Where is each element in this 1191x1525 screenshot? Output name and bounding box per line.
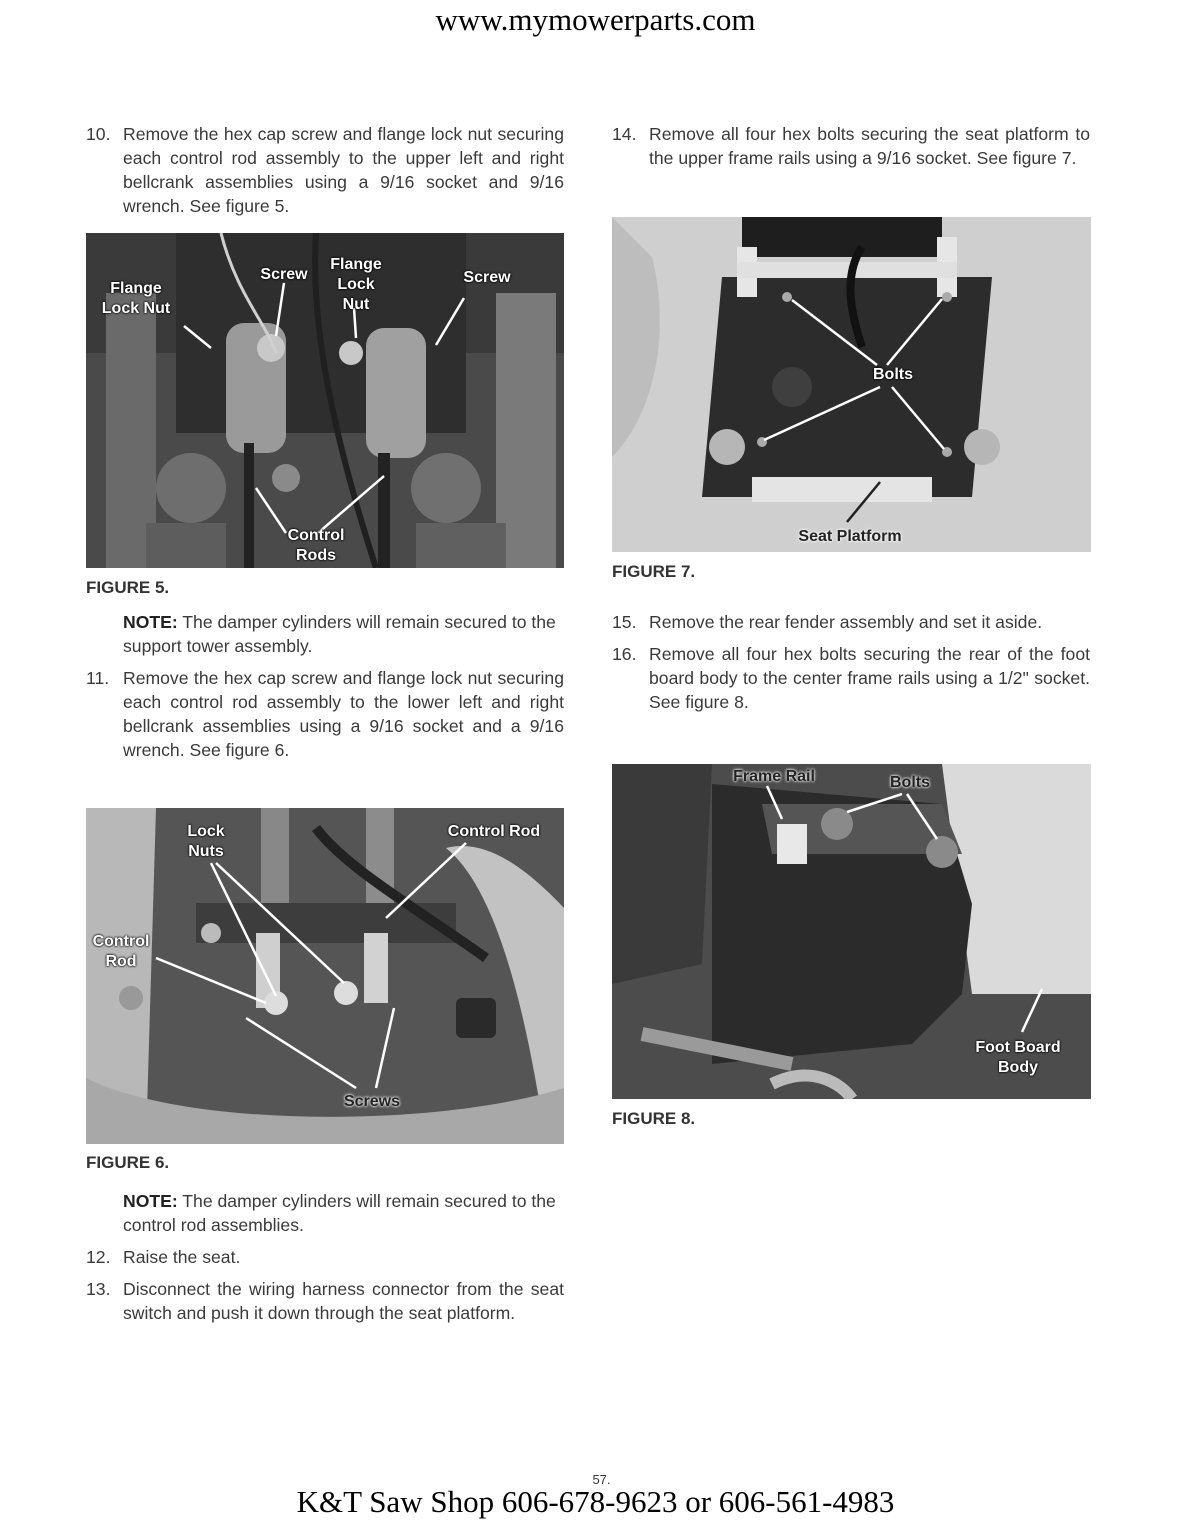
step-text: Disconnect the wiring harness connector from the seat switch and push it down through the seat platform.: [123, 1279, 564, 1323]
step-15: [612, 610, 1090, 634]
note-2: [86, 1189, 564, 1237]
step-16: [612, 642, 1090, 714]
step-10: [86, 122, 564, 218]
step-number: 16.: [612, 644, 637, 664]
footer-shop-contact: K&T Saw Shop 606-678-9623 or 606-561-4983: [296, 1484, 895, 1519]
step-12: [86, 1245, 564, 1269]
label-flange-lock-nut: Flange Lock Nut: [101, 280, 171, 317]
step-text: Remove the rear fender assembly and set it aside.: [649, 612, 1043, 632]
figure-7-caption: FIGURE 7.: [612, 562, 696, 581]
label-bolts: Bolts: [873, 366, 913, 383]
figure-6-caption: FIGURE 6.: [86, 1153, 170, 1172]
step-text: Raise the seat.: [123, 1247, 241, 1267]
note-label: NOTE:: [123, 1191, 178, 1211]
label-seat-platform: Seat Platform: [798, 528, 902, 545]
step-number: 11.: [86, 668, 110, 688]
label-control-rod-left: Control Rod: [92, 933, 150, 970]
label-screws: Screws: [343, 1093, 401, 1110]
step-text: Remove the hex cap screw and flange lock nut securing each control rod assembly to the lower left and right bellcrank assemblies using a 9/16 socket and a 9/16 wrench. See figure 6.: [123, 668, 564, 760]
figure-5-caption: FIGURE 5.: [86, 578, 170, 597]
right-column: [612, 122, 1090, 170]
note-text: The damper cylinders will remain secured to the support tower assembly.: [123, 612, 556, 656]
step-number: 12.: [86, 1247, 111, 1267]
page-number: 57.: [592, 1472, 611, 1487]
label-frame-rail: Frame Rail: [733, 768, 815, 785]
step-number: 13.: [86, 1279, 111, 1299]
step-number: 15.: [612, 612, 637, 632]
figure-8-caption: FIGURE 8.: [612, 1109, 696, 1128]
left-column-bottom: [86, 1153, 564, 1325]
note-label: NOTE:: [123, 612, 178, 632]
note-1: [86, 610, 564, 658]
step-text: Remove all four hex bolts securing the rear of the foot board body to the center frame rails using a 1/2" socket. See figure 8.: [649, 644, 1090, 712]
step-number: 10.: [86, 124, 111, 144]
note-text: The damper cylinders will remain secured to the control rod assemblies.: [123, 1191, 556, 1235]
label-flange-lock-nut-center: Flange Lock Nut: [330, 256, 382, 313]
step-14: [612, 122, 1090, 170]
step-text: Remove all four hex bolts securing the seat platform to the upper frame rails using a 9/16 socket. See figure 7.: [649, 124, 1090, 168]
left-column-mid: [86, 578, 564, 762]
step-11: [86, 666, 564, 762]
figure-7-photo: [612, 217, 1091, 552]
label-bolts: Bolts: [890, 774, 930, 791]
label-screw-right: Screw: [463, 269, 511, 286]
figure-5-photo: [86, 233, 564, 568]
step-13: [86, 1277, 564, 1325]
step-text: Remove the hex cap screw and flange lock nut securing each control rod assembly to the upper left and right bellcrank assemblies using a 9/16 socket and 9/16 wrench. See figure 5.: [123, 124, 564, 216]
label-control-rod-right: Control Rod: [447, 823, 541, 840]
right-column-mid: [612, 562, 1090, 714]
step-number: 14.: [612, 124, 637, 144]
label-screw-left: Screw: [260, 266, 308, 283]
label-foot-board-body: Foot Board Body: [975, 1039, 1061, 1076]
label-control-rods: Control Rods: [287, 527, 345, 564]
figure-6-photo: [86, 808, 564, 1144]
right-column-bottom: [612, 1109, 1090, 1129]
figure-8-photo: [612, 764, 1091, 1099]
header-url: www.mymowerparts.com: [435, 2, 756, 37]
left-column: [86, 122, 564, 218]
label-lock-nuts: Lock Nuts: [187, 823, 225, 860]
